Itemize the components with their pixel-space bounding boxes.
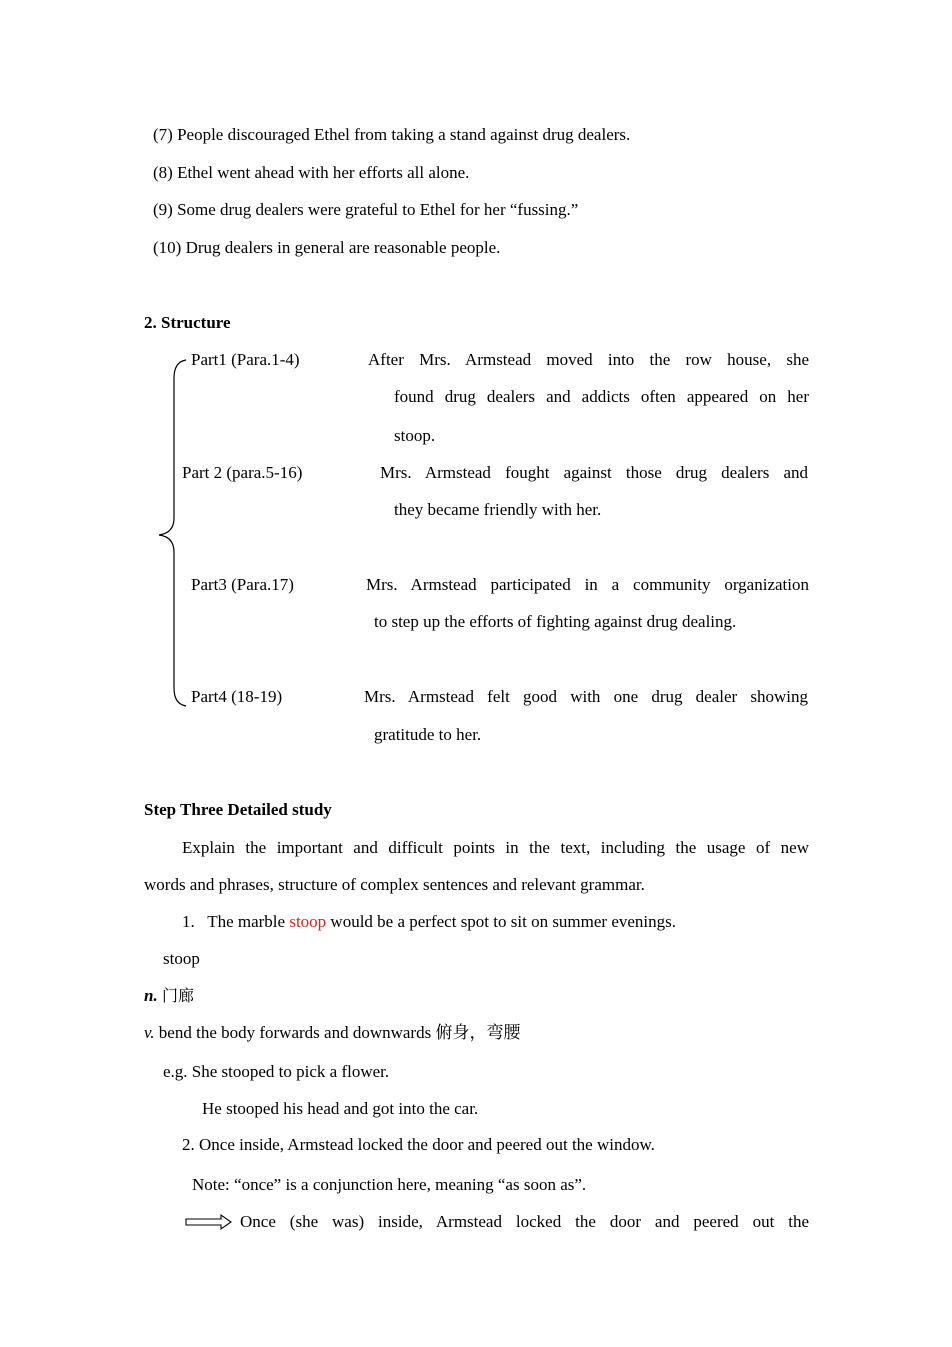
noun-pos: n. xyxy=(144,986,158,1005)
example-1: e.g. She stooped to pick a flower. xyxy=(163,1062,390,1081)
part2-label: Part 2 (para.5-16) xyxy=(182,463,303,482)
part1-desc-line3: stoop. xyxy=(394,426,436,445)
structure-heading: 2. Structure xyxy=(144,313,231,332)
part4-label: Part4 (18-19) xyxy=(191,687,283,706)
part3-desc-line1: Mrs. Armstead participated in a community organization xyxy=(366,575,809,594)
noun-definition xyxy=(144,986,194,1006)
item-1-pre: 1. The marble xyxy=(182,912,290,931)
curly-brace-icon xyxy=(156,358,188,708)
part3-desc-line2: to step up the efforts of fighting against drug dealing. xyxy=(374,612,737,631)
intro-line-1: Explain the important and difficult points in the text, including the usage of new xyxy=(182,838,809,857)
part2-desc-line2: they became friendly with her. xyxy=(394,500,602,519)
verb-def: bend the body forwards and downwards 俯身，弯腰 xyxy=(158,1023,521,1042)
statement-8: (8) Ethel went ahead with her efforts all alone. xyxy=(153,163,470,182)
item-1-post: would be a perfect spot to sit on summer evenings. xyxy=(326,912,677,931)
statement-10: (10) Drug dealers in general are reasonable people. xyxy=(153,238,501,257)
part3-label: Part3 (Para.17) xyxy=(191,575,294,594)
verb-pos: v. xyxy=(144,1023,155,1042)
part1-desc-line2: found drug dealers and addicts often appeared on her xyxy=(394,387,809,406)
part4-desc-line1: Mrs. Armstead felt good with one drug dealer showing xyxy=(364,687,808,706)
noun-def: 门廊 xyxy=(161,986,194,1005)
part1-desc-line1: After Mrs. Armstead moved into the row house, she xyxy=(368,350,809,369)
intro-line-2: words and phrases, structure of complex sentences and relevant grammar. xyxy=(144,875,645,894)
statement-9: (9) Some drug dealers were grateful to Ethel for her “fussing.” xyxy=(153,200,579,219)
item-1-highlight-word: stoop xyxy=(289,912,327,931)
item-2-sentence: 2. Once inside, Armstead locked the door and peered out the window. xyxy=(182,1135,655,1154)
example-2: He stooped his head and got into the car. xyxy=(202,1099,479,1118)
statement-7: (7) People discouraged Ethel from taking a stand against drug dealers. xyxy=(153,125,631,144)
item-1-sentence xyxy=(182,912,676,932)
verb-definition xyxy=(144,1023,520,1043)
step-three-heading: Step Three Detailed study xyxy=(144,800,332,819)
vocab-word: stoop xyxy=(163,949,200,968)
right-arrow-icon xyxy=(185,1213,233,1231)
rewrite-sentence: Once (she was) inside, Armstead locked the door and peered out the xyxy=(240,1212,809,1231)
note-text: Note: “once” is a conjunction here, meaning “as soon as”. xyxy=(192,1175,587,1194)
part2-desc-line1: Mrs. Armstead fought against those drug dealers and xyxy=(380,463,808,482)
part1-label: Part1 (Para.1-4) xyxy=(191,350,300,369)
part4-desc-line2: gratitude to her. xyxy=(374,725,482,744)
